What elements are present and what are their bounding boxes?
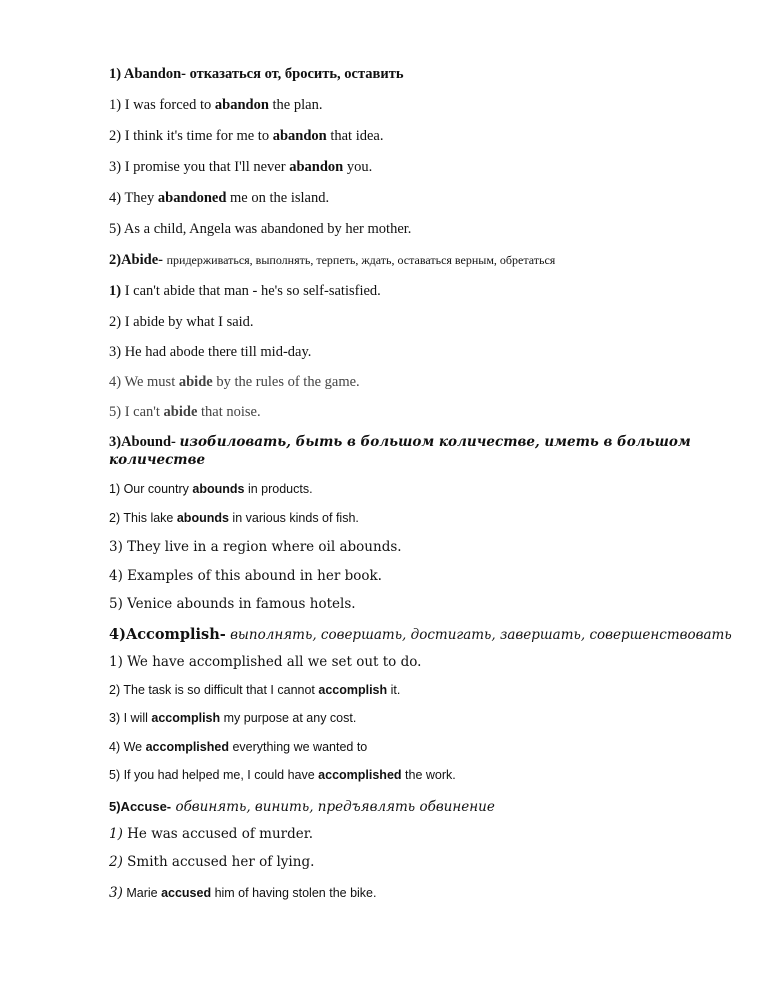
heading-translation: отказаться от, бросить, оставить (189, 66, 404, 82)
example-line (109, 568, 382, 584)
example-text: 3) He had abode there till mid-day. (109, 344, 312, 360)
example-text: by the rules of the game. (212, 374, 360, 390)
example-text: 1) I was forced to (109, 97, 215, 113)
example-text: that noise. (197, 404, 261, 420)
example-line (109, 221, 411, 238)
example-line (109, 826, 313, 842)
example-text: everything we wanted to (228, 740, 368, 754)
example-keyword: abide (163, 404, 198, 420)
heading-abandon (109, 66, 404, 83)
example-text: in various kinds of fish. (228, 511, 359, 525)
example-line (109, 683, 400, 698)
example-number: 2) (109, 854, 123, 870)
example-number: 1) (109, 826, 123, 842)
heading-word: 1) Abandon (109, 66, 182, 82)
example-text: you. (343, 159, 373, 175)
example-keyword: abandon (214, 97, 269, 113)
example-line (109, 404, 261, 421)
example-text: 5) Venice abounds in famous hotels. (109, 596, 356, 612)
example-keyword: accomplished (318, 768, 402, 782)
example-text: 5) As a child, Angela was abandoned by her mother. (109, 221, 412, 237)
example-text: 2) This lake (109, 511, 177, 525)
heading-translation: выполнять, совершать, достигать, завершать, совершенствовать (230, 627, 732, 643)
example-line (109, 190, 329, 207)
heading-accuse (109, 797, 495, 816)
example-line (109, 596, 356, 612)
example-text: in products. (244, 482, 313, 496)
example-line (109, 128, 384, 145)
heading-word: 3)Abound- (109, 434, 176, 450)
example-text: 4) We (109, 740, 146, 754)
example-text: Marie (122, 886, 162, 900)
example-line (109, 344, 311, 361)
example-keyword: accomplished (145, 740, 229, 754)
example-text: it. (387, 683, 401, 697)
example-keyword: abounds (176, 511, 229, 525)
example-line (109, 283, 381, 300)
example-text: He was accused of murder. (122, 826, 313, 842)
example-text: 2) I abide by what I said. (109, 314, 254, 330)
heading-translation: изобиловать, быть в большом количестве, иметь в большом (179, 434, 691, 450)
example-line (109, 482, 313, 497)
example-text: 4) Examples of this abound in her book. (109, 568, 382, 584)
example-keyword: accused (161, 886, 212, 900)
example-keyword: abandon (289, 159, 344, 175)
example-line (109, 854, 314, 870)
example-text: Smith accused her of lying. (122, 854, 315, 870)
example-keyword: abandon (272, 128, 327, 144)
example-text: 1) We have accomplished all we set out to do. (109, 654, 422, 670)
example-line (109, 539, 402, 555)
example-line (109, 711, 356, 726)
example-line (109, 314, 254, 331)
example-text: 4) We must (109, 374, 179, 390)
example-line (109, 654, 421, 670)
example-text: 1) Our country (109, 482, 193, 496)
example-line (109, 768, 456, 783)
example-text: 3) I will (109, 711, 152, 725)
heading-word: 4)Accomplish- (109, 626, 226, 643)
heading-abound (109, 434, 691, 451)
heading-abide (109, 252, 555, 269)
example-text: my purpose at any cost. (220, 711, 357, 725)
example-line (109, 374, 360, 391)
example-number: 1) (109, 283, 122, 299)
example-keyword: accomplish (151, 711, 221, 725)
heading-translation: придерживаться, выполнять, терпеть, ждать, оставаться верным, обретаться (166, 253, 556, 267)
heading-word: 5)Accuse- (109, 799, 172, 814)
heading-translation-continued: количестве (109, 452, 206, 468)
example-text: 4) They (109, 190, 158, 206)
example-line (109, 740, 367, 755)
example-line (109, 159, 372, 176)
heading-translation: обвинять, винить, предъявлять обвинение (175, 799, 495, 815)
heading-accomplish (109, 625, 732, 644)
example-keyword: accomplish (318, 683, 388, 697)
example-text: 2) I think it's time for me to (109, 128, 273, 144)
example-text: 2) The task is so difficult that I cannot (109, 683, 319, 697)
heading-sep: - (181, 66, 190, 82)
example-text: me on the island. (226, 190, 330, 206)
example-keyword: abounds (192, 482, 245, 496)
example-text: him of having stolen the bike. (211, 886, 377, 900)
example-text: the plan. (268, 97, 323, 113)
example-text: I can't abide that man - he's so self-satisfied. (121, 283, 381, 299)
example-number: 3) (109, 885, 123, 901)
example-text: 3) They live in a region where oil abounds. (109, 539, 402, 555)
example-text: the work. (401, 768, 456, 782)
example-text: that idea. (326, 128, 384, 144)
example-keyword: abide (178, 374, 213, 390)
example-line (109, 883, 376, 902)
example-line (109, 97, 322, 114)
example-text: 3) I promise you that I'll never (109, 159, 290, 175)
example-text: 5) If you had helped me, I could have (109, 768, 319, 782)
example-text: 5) I can't (109, 404, 164, 420)
heading-word: 2)Abide- (109, 252, 163, 268)
example-keyword: abandoned (157, 190, 227, 206)
example-line (109, 511, 359, 526)
